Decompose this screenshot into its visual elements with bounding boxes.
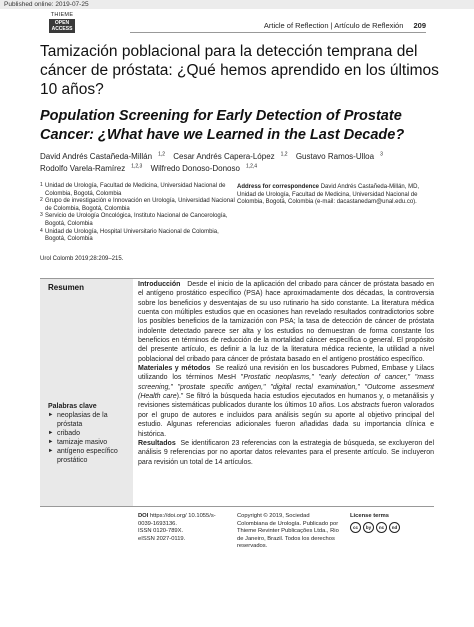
author-sup: 1,2,4 [245,163,258,170]
author [173,152,287,161]
affiliations [40,183,240,244]
author-sup: 1,2 [158,151,166,157]
logo-open-access: OPEN ACCESS [49,19,75,33]
thieme-logo [49,12,75,42]
keyword-list [48,411,130,465]
methods-text-2: )." Se filtró la búsqueda hacia estudios ejecutados en humanos y, o metanálisis y revisiones sistemáticas publicados durante los últimos 10 años. Los [138,393,434,410]
citation: Urol Colomb 2019;28:209–215. [40,256,124,262]
abstract-bottom-rule [40,506,434,507]
author-name: Gustavo Ramos-Ulloa [295,151,375,161]
correspondence [237,184,437,207]
copyright: Copyright © 2019, Sociedad Colombiana de Urología. Publicado por Thieme Revinter Publicações Ltda., Rio de Janeiro, Brazil. Todos los derechos reservados. [237,513,339,550]
affiliation-text: Unidad de Urología, Hospital Universitario Nacional de Colombia, Bogotá, Colombia [45,228,219,243]
doi-block [138,513,218,543]
intro-text: Desde el inicio de la aplicación del cribado para cáncer de próstata basado en el antígeno prostático específico (PSA) hace aproximadamente dos décadas, la controversia sobre los beneficios y desventajas de su uso rutinario ha sido constante. La literatura médica cuenta con múltiples estudios que en ocasiones han revelado resultados contradictorios sobre los posibles beneficios de la tamización con PSA; la tasa de detección de cáncer de próstata indolente detectado parece ser alta y los estudios no demuestran de forma constante los beneficios en términos de reducción de la mortalidad cáncer específica o general. El propósito del presente artículo, es definir a la luz de la literatura médica reciente, la utilidad a nivel poblacional del cribado para cáncer de próstata basado en el antígeno prostático específico. [138,281,434,363]
results-label: Resultados [138,439,176,447]
author-list [40,149,440,174]
keyword-item: ► antígeno específico prostático [48,447,130,465]
affiliation-num: 4 [40,227,43,234]
abstract-results [138,439,434,467]
affiliation [40,183,240,198]
author-sup: 1,2 [280,151,288,157]
affiliation-text: Servicio de Urología Oncológica, Instituto Nacional de Cancerología, Bogotá, Colombia [45,213,228,227]
correspondence-label: Address for correspondence [237,184,320,190]
keyword-item: ► tamizaje masivo [48,438,130,447]
abstract-methods [138,364,434,439]
keywords [48,402,130,465]
eissn: eISSN 2027-0119. [138,535,186,542]
affiliation-text: Unidad de Urología, Facultad de Medicina, Universidad Nacional de Colombia, Bogotá, Colombia [45,183,226,197]
license-terms: License terms [350,513,389,519]
affiliation [40,198,240,213]
cc-icons[interactable] [350,522,440,533]
title-spanish: Tamización poblacional para la detección temprana del cáncer de próstata: ¿Qué hemos aprendido en los últimos 10 años? [40,43,439,98]
abstract-body [138,280,434,467]
header-divider [130,32,426,33]
published-date: Published online: 2019-07-25 [4,1,89,8]
correspondence-text: David Andrés Castañeda-Millán, MD, Unidad de Urología, Facultad de Medicina, Universidad Nacional de Colombia, Bogotá, Colombia (e-mail: dacastanedam@unal.edu.co). [237,184,420,206]
affiliation [40,229,240,244]
published-bar [0,0,474,9]
cc-nd-icon: nd [389,522,400,533]
keywords-heading: Palabras clave [48,403,97,410]
author [296,152,383,161]
abstract-intro [138,280,434,364]
abstract-heading: Resumen [48,283,85,292]
methods-text-1: Se realizó una revisión en los buscadores Pubmed, Embase y Lilacs utilizando los términos MesH " [138,365,435,382]
running-header [264,21,426,30]
logo-top-text: THIEME [50,12,74,18]
results-text: Se identificaron 23 referencias con la estrategia de búsqueda, se excluyeron del análisis 9 referencias por no aportar datos relevantes para el presente artículo. Se incluyeron para revisión un total de 14 artículos. [138,439,434,466]
author-name: Wilfredo Donoso-Donoso [150,164,240,174]
author-sup: 1,2,3 [131,163,143,170]
affiliation [40,213,240,228]
methods-terms: Prostatic neoplasms," "early detection of cancer," "mass screening," "prostate specific antigen," "digital rectal examination," "Outcome assesment (Health care [138,374,434,401]
license-block [350,513,440,533]
methods-text-3: fueron valorados por el grupo de autores e incluidos para análisis según su aporte al objetivo principal del estudio. Algunas referencias adicionales fueron añadidas dada su importancia clínica e histórica. [138,402,434,438]
doi-link[interactable]: https://doi.org/ 10.1055/s-0039-1693136. [138,513,216,527]
page-number: 209 [413,21,426,30]
author [151,164,258,173]
keyword-item: ► neoplasias de la próstata [48,411,130,429]
affiliation-num: 1 [40,182,43,188]
cc-nc-icon: nc [376,522,387,533]
author-name: Rodolfo Varela-Ramírez [40,164,126,174]
keyword-item: ► cribado [48,429,130,438]
author [40,164,142,173]
affiliation-text: Grupo de investigación e Innovación en Urología, Universidad Nacional de Colombia, Bogotá, Colombia [45,198,235,212]
author-name: David Andrés Castañeda-Millán [40,151,153,161]
intro-label: Introducción [138,281,181,288]
author-sup: 3 [380,151,383,157]
affiliation-num: 3 [40,212,43,219]
title-english: Population Screening for Early Detection of Prostate Cancer: ¿What have we Learned in the Last Decade? [40,108,405,143]
cc-icon: cc [350,522,361,533]
author-name: Cesar Andrés Capera-López [173,151,275,161]
issn: ISSN 0120-789X. [138,528,184,535]
methods-label: Materiales y métodos [138,365,211,373]
cc-by-icon: by [363,522,374,533]
author [40,152,165,161]
methods-abstracts: abstracts [351,402,380,410]
abstract-sidebar [40,279,133,506]
affiliation-num: 2 [40,197,43,204]
section-label: Article of Reflection | Artículo de Reflexión [263,21,404,30]
doi-label: DOI [138,513,149,519]
